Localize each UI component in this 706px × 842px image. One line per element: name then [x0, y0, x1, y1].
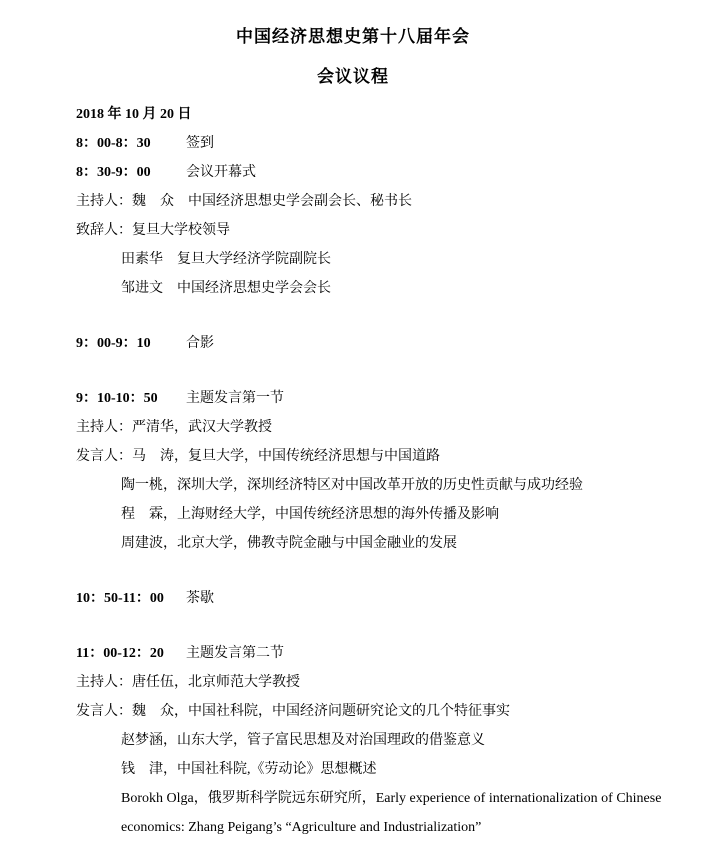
agenda-labeled-row — [76, 442, 678, 471]
agenda-time-row — [76, 639, 678, 668]
role-label: 主持人： — [76, 420, 132, 435]
agenda-labeled-row — [76, 216, 678, 245]
agenda-time-row — [76, 384, 678, 413]
session-time: 9：10-10：50 — [76, 391, 158, 406]
agenda-time-row — [76, 584, 678, 613]
role-label: 主持人： — [76, 675, 132, 690]
session-activity: 主题发言第一节 — [186, 391, 284, 406]
agenda-indent-row — [76, 813, 678, 842]
role-text: 唐任伍，北京师范大学教授 — [132, 675, 300, 690]
role-text: 马 涛，复旦大学，中国传统经济思想与中国道路 — [132, 449, 440, 464]
role-label: 发言人： — [76, 449, 132, 464]
session-time: 11：00-12：20 — [76, 646, 164, 661]
agenda-indent-row — [76, 755, 678, 784]
session-time: 8：30-9：00 — [76, 165, 151, 180]
agenda-indent-row — [76, 784, 678, 813]
agenda-labeled-row — [76, 187, 678, 216]
agenda-indent-row — [76, 245, 678, 274]
detail-text: 赵梦涵，山东大学，管子富民思想及对治国理政的借鉴意义 — [121, 733, 485, 748]
detail-text: 程 霖，上海财经大学，中国传统经济思想的海外传播及影响 — [121, 507, 499, 522]
role-text: 魏 众，中国社科院，中国经济问题研究论文的几个特征事实 — [132, 704, 510, 719]
detail-text: 钱 津，中国社科院,《劳动论》思想概述 — [121, 762, 377, 777]
section-spacer — [76, 303, 678, 329]
agenda-indent-row — [76, 471, 678, 500]
detail-text: 周建波，北京大学，佛教寺院金融与中国金融业的发展 — [121, 536, 457, 551]
detail-text: 邹进文 中国经济思想史学会会长 — [121, 281, 331, 296]
agenda-indent-row — [76, 726, 678, 755]
agenda-labeled-row — [76, 697, 678, 726]
role-label: 发言人： — [76, 704, 132, 719]
session-activity: 会议开幕式 — [186, 165, 256, 180]
role-label: 致辞人： — [76, 223, 132, 238]
detail-text: economics: Zhang Peigang’s “Agriculture and Industrialization” — [121, 820, 482, 835]
role-text: 严清华，武汉大学教授 — [132, 420, 272, 435]
agenda-labeled-row — [76, 668, 678, 697]
agenda-indent-row — [76, 529, 678, 558]
session-time: 8：00-8：30 — [76, 136, 151, 151]
session-time: 10：50-11：00 — [76, 591, 164, 606]
agenda-labeled-row — [76, 413, 678, 442]
agenda-time-row — [76, 158, 678, 187]
section-spacer — [76, 358, 678, 384]
document-title: 中国经济思想史第十八届年会 — [236, 27, 470, 46]
document-subtitle: 会议议程 — [317, 67, 389, 86]
session-time: 9：00-9：10 — [76, 336, 151, 351]
agenda-list — [76, 129, 678, 842]
role-text: 魏 众 中国经济思想史学会副会长、秘书长 — [132, 194, 412, 209]
detail-text: 陶一桃，深圳大学，深圳经济特区对中国改革开放的历史性贡献与成功经验 — [121, 478, 583, 493]
section-spacer — [76, 613, 678, 639]
detail-text: 田素华 复旦大学经济学院副院长 — [121, 252, 331, 267]
section-spacer — [76, 558, 678, 584]
role-label: 主持人： — [76, 194, 132, 209]
agenda-time-row — [76, 129, 678, 158]
agenda-content — [76, 100, 678, 842]
session-activity: 茶歇 — [186, 591, 214, 606]
session-activity: 合影 — [186, 336, 214, 351]
agenda-time-row — [76, 329, 678, 358]
date-heading: 2018 年 10 月 20 日 — [76, 107, 192, 122]
session-activity: 主题发言第二节 — [186, 646, 284, 661]
session-activity: 签到 — [186, 136, 214, 151]
agenda-indent-row — [76, 274, 678, 303]
agenda-indent-row — [76, 500, 678, 529]
role-text: 复旦大学校领导 — [132, 223, 230, 238]
detail-text: Borokh Olga，俄罗斯科学院远东研究所，Early experience of internationalization of Chinese — [121, 791, 662, 806]
